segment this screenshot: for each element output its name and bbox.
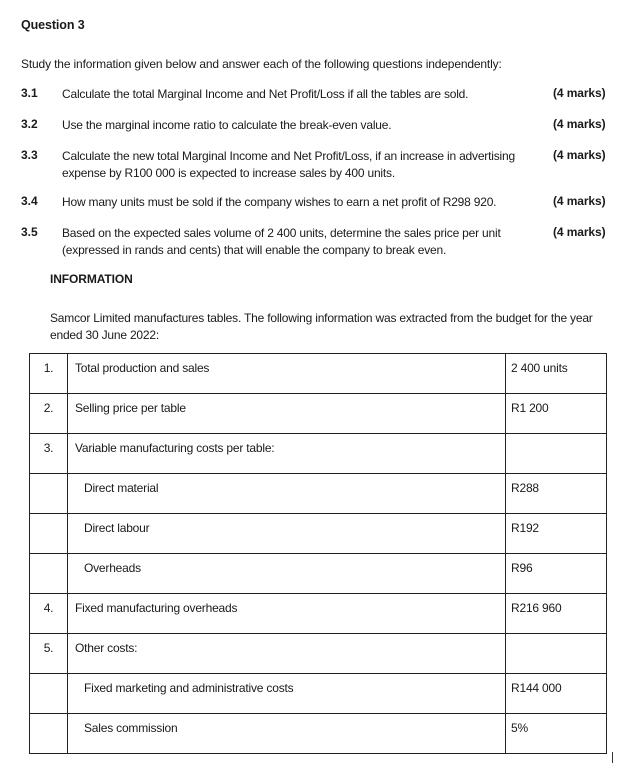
question-number: 3.3 bbox=[21, 148, 38, 162]
table-row bbox=[30, 474, 607, 514]
question-number: 3.4 bbox=[21, 194, 38, 208]
row-value: R216 960 bbox=[511, 601, 562, 615]
row-number bbox=[30, 714, 67, 721]
row-value: R1 200 bbox=[511, 401, 549, 415]
row-number: 5. bbox=[43, 641, 54, 655]
row-label: Direct labour bbox=[84, 521, 150, 535]
question-text: How many units must be sold if the company wishes to earn a net profit of R298 920. bbox=[62, 195, 497, 209]
row-value bbox=[506, 634, 606, 641]
row-label: Variable manufacturing costs per table: bbox=[75, 441, 275, 455]
row-label: Other costs: bbox=[75, 641, 138, 655]
budget-table bbox=[29, 353, 607, 754]
row-number bbox=[30, 674, 67, 681]
row-number: 3. bbox=[43, 441, 54, 455]
question-text: Calculate the total Marginal Income and Net Profit/Loss if all the tables are sold. bbox=[62, 87, 469, 101]
table-row bbox=[30, 714, 607, 754]
table-row bbox=[30, 594, 607, 634]
table-row bbox=[30, 434, 607, 474]
table-row bbox=[30, 674, 607, 714]
text-cursor bbox=[612, 752, 613, 763]
row-value: R192 bbox=[511, 521, 539, 535]
table-row bbox=[30, 514, 607, 554]
question-marks: (4 marks) bbox=[553, 148, 606, 162]
row-number: 4. bbox=[43, 601, 54, 615]
row-label: Direct material bbox=[84, 481, 159, 495]
row-value: 2 400 units bbox=[511, 361, 568, 375]
row-number bbox=[30, 514, 67, 521]
question-title: Question 3 bbox=[21, 18, 85, 32]
row-value: R144 000 bbox=[511, 681, 562, 695]
table-row bbox=[30, 354, 607, 394]
row-value: R288 bbox=[511, 481, 539, 495]
row-number: 1. bbox=[43, 361, 54, 375]
question-marks: (4 marks) bbox=[553, 225, 606, 239]
question-number: 3.2 bbox=[21, 117, 38, 131]
question-marks: (4 marks) bbox=[553, 194, 606, 208]
row-value: R96 bbox=[511, 561, 533, 575]
row-label: Selling price per table bbox=[75, 401, 186, 415]
row-number bbox=[30, 554, 67, 561]
information-heading: INFORMATION bbox=[50, 272, 133, 286]
row-value: 5% bbox=[511, 721, 528, 735]
information-text: Samcor Limited manufactures tables. The following information was extracted from the budget for the year ended 30 June 2022: bbox=[50, 311, 593, 342]
question-text: Use the marginal income ratio to calculate the break-even value. bbox=[62, 118, 392, 132]
question-text: Calculate the new total Marginal Income and Net Profit/Loss, if an increase in advertising expense by R100 000 is expected to increase sales by 400 units. bbox=[62, 149, 515, 180]
row-number bbox=[30, 474, 67, 481]
row-number: 2. bbox=[43, 401, 54, 415]
table-row bbox=[30, 634, 607, 674]
table-row bbox=[30, 394, 607, 434]
table-row bbox=[30, 554, 607, 594]
question-number: 3.1 bbox=[21, 86, 38, 100]
question-marks: (4 marks) bbox=[553, 117, 606, 131]
instructions: Study the information given below and answer each of the following questions independently: bbox=[21, 57, 502, 71]
row-label: Fixed marketing and administrative costs bbox=[84, 681, 294, 695]
row-label: Sales commission bbox=[84, 721, 178, 735]
row-value bbox=[506, 434, 606, 441]
question-text: Based on the expected sales volume of 2 400 units, determine the sales price per unit (expressed in rands and cents) that will enable the company to break even. bbox=[62, 226, 501, 257]
question-marks: (4 marks) bbox=[553, 86, 606, 100]
row-label: Total production and sales bbox=[75, 361, 210, 375]
question-number: 3.5 bbox=[21, 225, 38, 239]
row-label: Fixed manufacturing overheads bbox=[75, 601, 238, 615]
row-label: Overheads bbox=[84, 561, 141, 575]
